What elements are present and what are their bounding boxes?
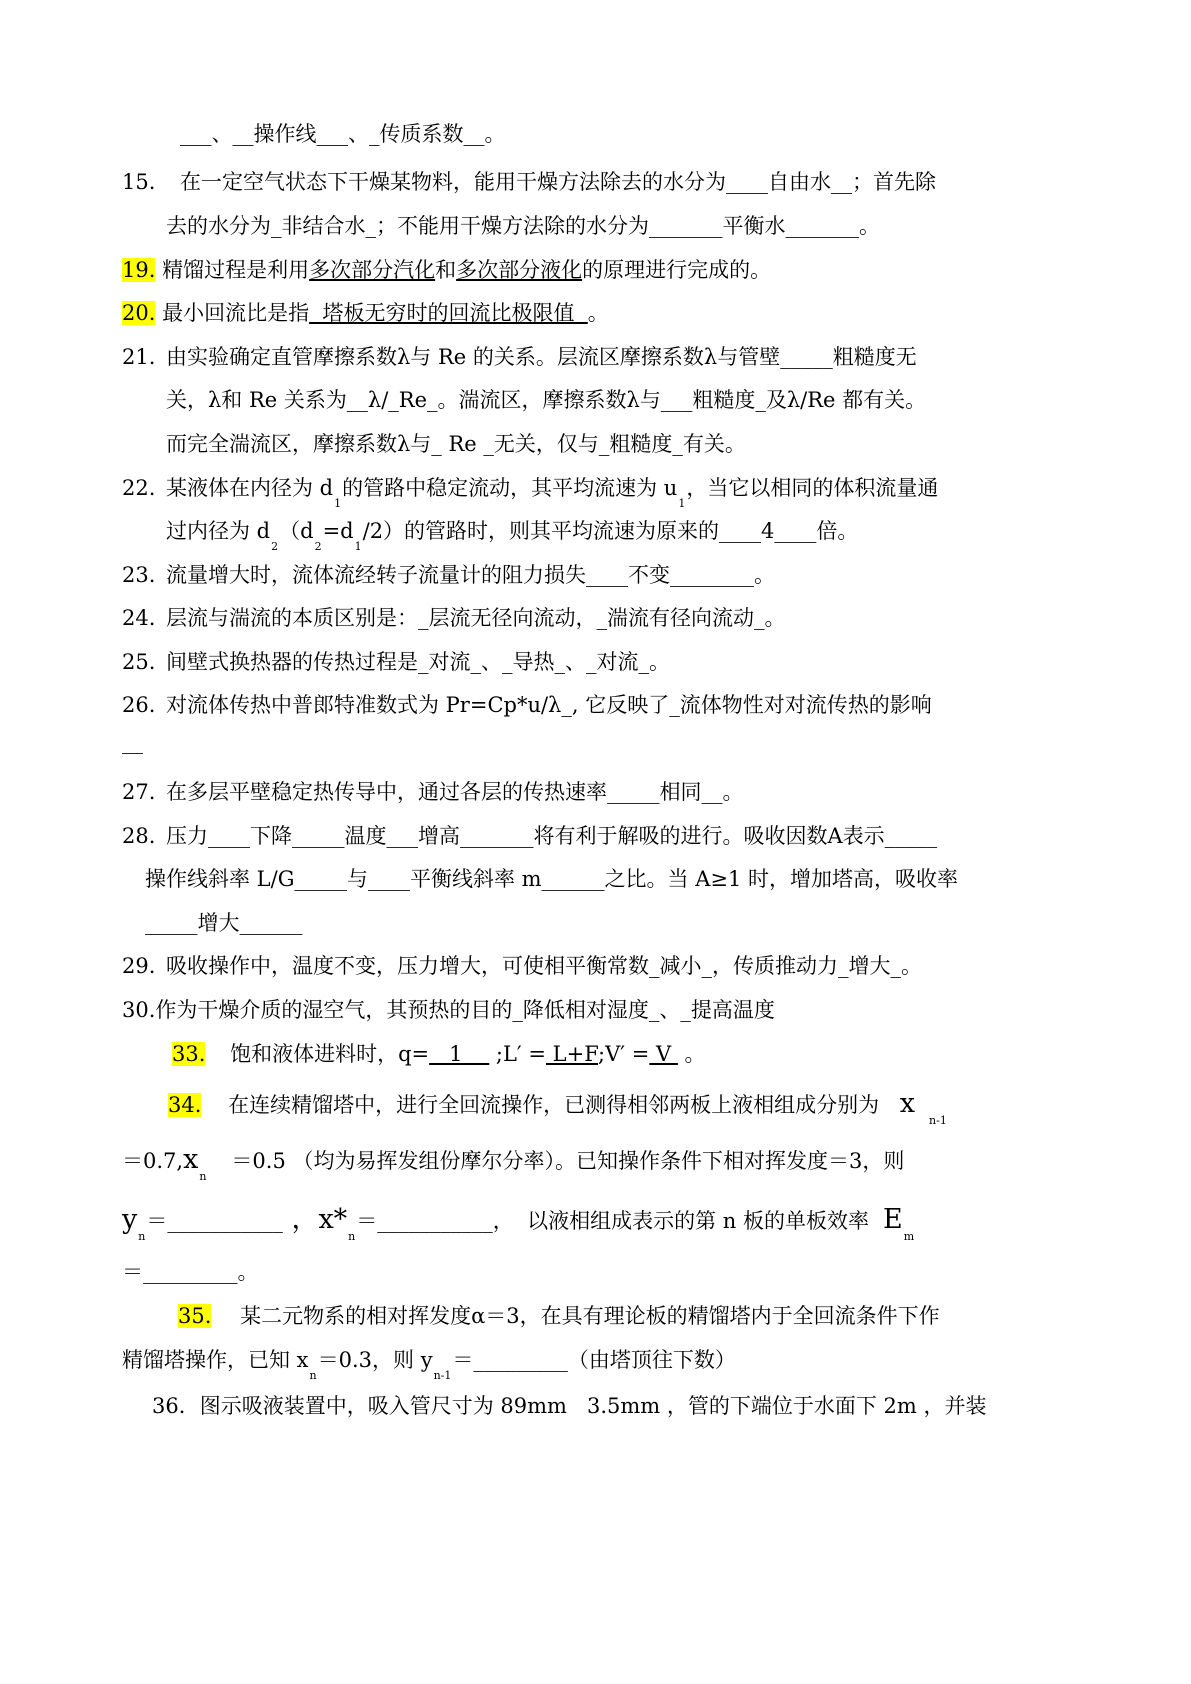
question-35-line-2 [122,1346,736,1382]
q33-answer-q: 1 [429,1042,490,1066]
q33-answer-l: L+F [545,1042,599,1066]
question-24-number: 24. [122,606,156,630]
question-27-text: 在多层平壁稳定热传导中，通过各层的传热速率_____相同__。 [166,780,744,804]
q35-sub-1: n [309,1369,317,1382]
q35-text-a: 某二元物系的相对挥发度α＝3，在具有理论板的精馏塔内于全回流条件下作 [240,1304,940,1328]
q34-xn-symbol: x [183,1144,199,1175]
q22-sub-2: 1 [678,497,686,510]
q33-text-d: 。 [677,1042,706,1066]
question-19-text-a: 精馏过程是利用 [162,258,310,282]
question-25-number: 25. [122,650,156,674]
q34-blank-3: _________ [143,1260,238,1284]
q22-sub-1: 1 [334,497,342,510]
q35-blank: _________ [473,1348,568,1372]
q35-text-b3: （由塔顶往下数） [567,1348,736,1372]
q34-x-subscript: n-1 [929,1114,947,1127]
question-20-number: 20. [122,301,156,325]
question-23-number: 23. [122,563,156,587]
question-26-text: 对流体传热中普郎特准数式为 Pr=Cp*u/λ_, 它反映了_流体物性对对流传热的影响 [166,693,932,717]
q34-e-symbol: E [883,1204,903,1235]
question-21-number: 21. [122,345,156,369]
q34-eq-2: ＝ [356,1209,378,1233]
question-34-line-2 [122,1144,905,1183]
q34-period: 。 [237,1260,259,1284]
q34-eq-3: ＝ [122,1260,143,1284]
question-28-line-1: 压力____下降_____温度___增高_______将有利于解吸的进行。吸收因数A表示_____ [166,824,938,848]
question-34-line-4 [122,1258,259,1286]
q22-text-6: =d [322,519,354,543]
q34-text-c: ， 以液相组成表示的第 n 板的单板效率 [492,1209,869,1233]
q35-text-b1: 精馏塔操作，已知 x [122,1348,309,1372]
q22-text-5: （d [279,519,314,543]
q22-sub-5: 1 [354,540,362,553]
question-34-number: 34. [168,1093,202,1117]
question-22-number: 22. [122,476,156,500]
q34-text-b1: ＝0.7, [122,1149,184,1173]
question-20-text-a: 最小回流比是指 [162,301,310,325]
question-21-line-2: 关，λ和 Re 关系为__λ/_Re_。湍流区，摩擦系数λ与___粗糙度_及λ/Re 都有关。 [166,388,927,412]
q33-answer-v: V [649,1042,678,1066]
question-29-text: 吸收操作中，温度不变，压力增大，可使相平衡常数_减小_，传质推动力_增大_。 [166,954,922,978]
question-26-tail: __ [122,730,143,754]
question-20-text-b: 。 [587,301,609,325]
question-34-line-3 [122,1204,915,1243]
question-33 [172,1040,706,1068]
question-33-number: 33. [172,1042,206,1066]
question-34-line-1 [168,1088,948,1127]
question-15-number: 15. [122,170,156,194]
q34-x-symbol: x [899,1088,916,1119]
q22-text-3: ，当它以相同的体积流量通 [686,476,939,500]
q34-xstar-symbol: ，x* [282,1204,348,1235]
question-28-number: 28. [122,824,156,848]
question-21-line-1: 由实验确定直管摩擦系数λ与 Re 的关系。层流区摩擦系数λ与管壁_____粗糙度无 [166,345,917,369]
q33-text-c: ;V′ = [598,1042,650,1066]
question-22-line-1 [166,474,939,510]
question-19-text-b: 和 [435,258,457,282]
question-19-number: 19. [122,258,156,282]
question-21-line-3: 而完全湍流区，摩擦系数λ与_ Re _无关，仅与_粗糙度_有关。 [166,432,746,456]
q33-text-b: ;L′ = [489,1042,546,1066]
question-30-text: 30.作为干燥介质的湿空气，其预热的目的_降低相对湿度_、_提高温度 [122,998,775,1022]
question-20 [122,299,609,327]
question-19 [122,256,771,284]
q22-sub-3: 2 [271,540,279,553]
q34-xn-subscript: n [199,1170,207,1183]
question-19-answer-2: 多次部分液化 [456,258,583,282]
q35-sub-2: n-1 [433,1369,452,1382]
q22-text-4: 过内径为 d [166,519,271,543]
q34-xstar-subscript: n [348,1230,356,1243]
q34-e-subscript: m [903,1230,915,1243]
q34-y-subscript: n [138,1230,146,1243]
question-28-line-2: 操作线斜率 L/G_____与____平衡线斜率 m______之比。当 A≥1 时，增加塔高，吸收率 [145,867,959,891]
q22-sub-4: 2 [314,540,322,553]
q33-text-a: 饱和液体进料时，q= [230,1042,430,1066]
question-20-answer: 塔板无穷时的回流比极限值 [309,301,588,325]
q35-eq: ＝ [452,1348,474,1372]
q22-text-1: 某液体在内径为 d [166,476,334,500]
question-28-line-3: _____增大______ [145,911,303,935]
q22-text-2: 的管路中稳定流动，其平均流速为 u [342,476,678,500]
line-prev-answer: ___、__操作线___、_传质系数__。 [180,122,506,146]
question-19-answer-1: 多次部分汽化 [309,258,436,282]
q34-text-a: 在连续精馏塔中，进行全回流操作，已测得相邻两板上液相组成分别为 [228,1093,880,1117]
question-23-text: 流量增大时，流体流经转子流量计的阻力损失____不变________。 [166,563,775,587]
q34-blank-2: ___________ [377,1209,493,1233]
question-27-number: 27. [122,780,156,804]
question-26-number: 26. [122,693,156,717]
q22-text-7: /2）的管路时，则其平均流速为原来的____4____倍。 [362,519,859,543]
q34-blank-1: ___________ [167,1209,283,1233]
question-22-line-2 [166,517,859,553]
question-35-line-1 [178,1302,940,1330]
question-15-line-2: 去的水分为_非结合水_；不能用干燥方法除的水分为_______平衡水_______。 [166,214,880,238]
question-29-number: 29. [122,954,156,978]
question-24-text: 层流与湍流的本质区别是：_层流无径向流动，_湍流有径向流动_。 [166,606,786,630]
q35-text-b2: ＝0.3，则 y [317,1348,433,1372]
question-36-text: 36．图示吸液装置中，吸入管尺寸为 89mm 3.5mm ，管的下端位于水面下 2m ，并装 [152,1394,987,1418]
question-35-number: 35. [178,1304,212,1328]
question-19-text-c: 的原理进行完成的。 [582,258,772,282]
q34-eq-1: ＝ [146,1209,168,1233]
question-25-text: 间壁式换热器的传热过程是_对流_、_导热_、_对流_。 [166,650,670,674]
q34-y-symbol: y [122,1204,138,1235]
q34-text-b2: ＝0.5 （均为易挥发组份摩尔分率）。已知操作条件下相对挥发度＝3，则 [231,1149,905,1173]
question-15-line-1: 在一定空气状态下干燥某物料，能用干燥方法除去的水分为____自由水__；首先除 [180,170,936,194]
